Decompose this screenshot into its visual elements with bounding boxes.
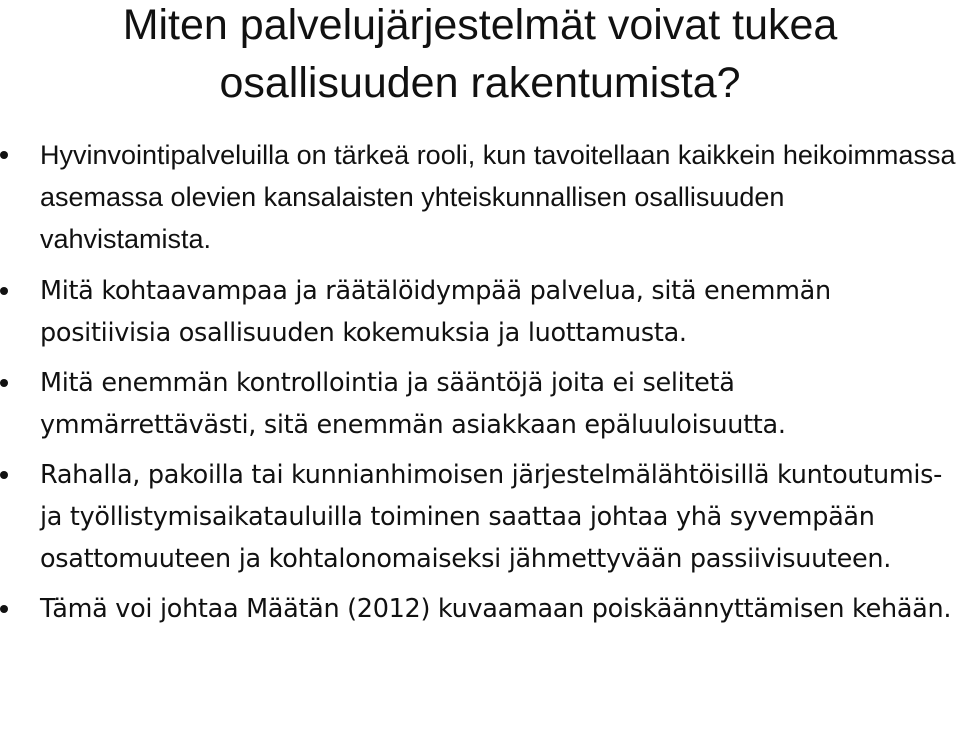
bullet-text: Hyvinvointipalveluilla on tärkeä rooli, kun tavoitellaan kaikkein heikoimmassa asemassa olevien kansalaisten yhteiskunnallisen osallisuuden vahvistamista. — [40, 140, 956, 254]
bullet-text: Tämä voi johtaa Määtän (2012) kuvaamaan poiskäännyttämisen kehään. — [40, 594, 952, 624]
bullet-text: Mitä enemmän kontrollointia ja sääntöjä joita ei selitetä ymmärrettävästi, sitä enemmän asiakkaan epäluuloisuutta. — [40, 368, 786, 440]
bullet-list — [0, 134, 960, 630]
bullet-item — [0, 270, 960, 354]
bullet-item — [0, 362, 960, 446]
bullet-text: Mitä kohtaavampaa ja räätälöidympää palvelua, sitä enemmän positiivisia osallisuuden kokemuksia ja luottamusta. — [40, 276, 831, 348]
bullet-dot-icon — [0, 379, 8, 387]
slide-title: Miten palvelujärjestelmät voivat tukea osallisuuden rakentumista? — [122, 1, 838, 107]
bullet-text: Rahalla, pakoilla tai kunnianhimoisen järjestelmälähtöisillä kuntoutumis- ja työllistymisaikatauluilla toiminen saattaa johtaa yhä syvempään osattomuuteen ja kohtalonomaiseksi jähmettyvään passiivisuuteen. — [40, 460, 943, 574]
bullet-dot-icon — [0, 151, 8, 159]
bullet-dot-icon — [0, 605, 8, 613]
bullet-dot-icon — [0, 287, 8, 295]
bullet-dot-icon — [0, 471, 8, 479]
bullet-item — [0, 454, 960, 580]
bullet-item — [0, 134, 960, 260]
bullet-item — [0, 588, 960, 630]
